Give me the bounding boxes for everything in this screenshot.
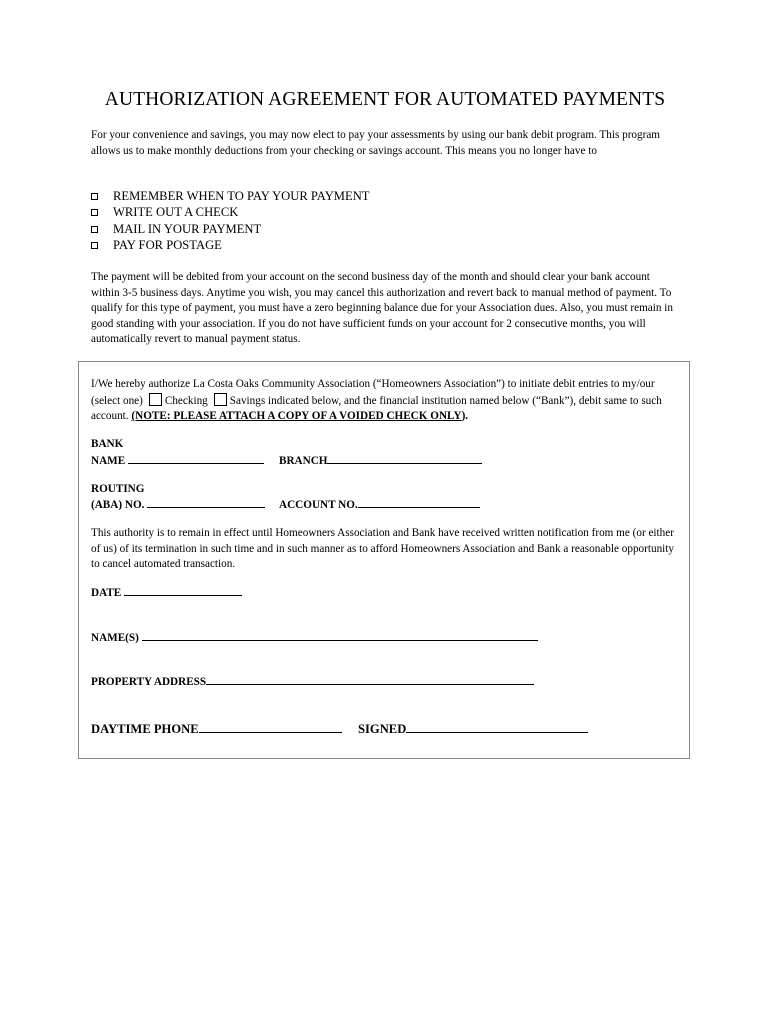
checkbox-bullet-icon xyxy=(91,193,98,200)
list-item-label: WRITE OUT A CHECK xyxy=(113,205,239,220)
names-field xyxy=(91,630,538,647)
routing-number-label: (ABA) NO. xyxy=(91,499,145,511)
authorization-form xyxy=(78,361,690,759)
branch-label: BRANCH xyxy=(279,455,328,467)
routing-label-line1: ROUTING xyxy=(91,483,145,495)
list-item xyxy=(91,221,369,237)
property-address-input[interactable] xyxy=(206,674,534,685)
list-item-label: PAY FOR POSTAGE xyxy=(113,238,222,253)
bank-name-label-line1: BANK xyxy=(91,438,124,450)
savings-checkbox[interactable] xyxy=(214,393,227,406)
list-item xyxy=(91,204,369,220)
property-address-field xyxy=(91,674,534,691)
benefits-checklist xyxy=(91,188,369,254)
checkbox-bullet-icon xyxy=(91,209,98,216)
list-item-label: MAIL IN YOUR PAYMENT xyxy=(113,221,262,236)
document-title: AUTHORIZATION AGREEMENT FOR AUTOMATED PAYMENTS xyxy=(104,89,666,110)
account-number-field xyxy=(279,497,480,514)
list-item xyxy=(91,237,369,253)
voided-check-note: (NOTE: PLEASE ATTACH A COPY OF A VOIDED CHECK ONLY xyxy=(131,410,462,422)
payment-terms-paragraph: The payment will be debited from your account on the second business day of the month and should clear your bank account within 3-5 business days. Anytime you wish, you may cancel this authorization and revert back to manual method of payment. To qualify for this type of payment, you must have a zero beginning balance due for your Association dues. Also, you must remain in good standing with your association. If you do not have sufficient funds on your account for 2 consecutive months, you will automatically revert to manual payment status. xyxy=(91,271,673,345)
names-label: NAME(S) xyxy=(91,632,139,644)
bank-name-input[interactable] xyxy=(128,453,264,464)
authority-paragraph: This authority is to remain in effect until Homeowners Association and Bank have received written notification from me (or either of us) of its termination in such time and in such manner as to afford Homeowners Association and Bank a reasonable opportunity to cancel automated transaction. xyxy=(91,527,674,570)
list-item-label: REMEMBER WHEN TO PAY YOUR PAYMENT xyxy=(113,189,370,203)
checkbox-bullet-icon xyxy=(91,226,98,233)
date-input[interactable] xyxy=(124,585,242,596)
routing-number-input[interactable] xyxy=(147,497,265,508)
checkbox-bullet-icon xyxy=(91,242,98,249)
list-item xyxy=(91,188,369,204)
account-number-label: ACCOUNT NO. xyxy=(279,499,358,511)
date-label: DATE xyxy=(91,587,122,599)
daytime-phone-label: DAYTIME PHONE xyxy=(91,722,199,736)
checking-label: Checking xyxy=(164,394,208,407)
daytime-phone-field xyxy=(91,722,342,737)
routing-number-field xyxy=(91,497,265,514)
authorization-statement xyxy=(91,377,681,425)
intro-paragraph: For your convenience and savings, you may now elect to pay your assessments by using our bank debit program. This program allows us to make monthly deductions from your checking or savings account. This means you no longer have to xyxy=(91,129,660,157)
signature-input[interactable] xyxy=(406,722,588,733)
checking-checkbox[interactable] xyxy=(149,393,162,406)
daytime-phone-input[interactable] xyxy=(199,722,342,733)
signed-field xyxy=(358,722,588,737)
branch-field xyxy=(279,453,482,470)
bank-name-label: NAME xyxy=(91,455,126,467)
authorization-text-part1: I/We hereby authorize La Costa Oaks Community Association (“Homeowners Association”) to initiate debit entries to my/our (select one) xyxy=(91,378,655,407)
date-field xyxy=(91,585,242,602)
voided-check-note-end: ). xyxy=(461,410,469,422)
account-number-input[interactable] xyxy=(358,497,480,508)
branch-input[interactable] xyxy=(327,453,482,464)
authorization-text-part2: Savings indicated below, and the financial institution named below (“Bank”), debit same to such account. xyxy=(91,394,662,422)
bank-name-field xyxy=(91,453,264,470)
names-input[interactable] xyxy=(142,630,538,641)
property-address-label: PROPERTY ADDRESS xyxy=(91,676,207,688)
signed-label: SIGNED xyxy=(358,722,407,736)
